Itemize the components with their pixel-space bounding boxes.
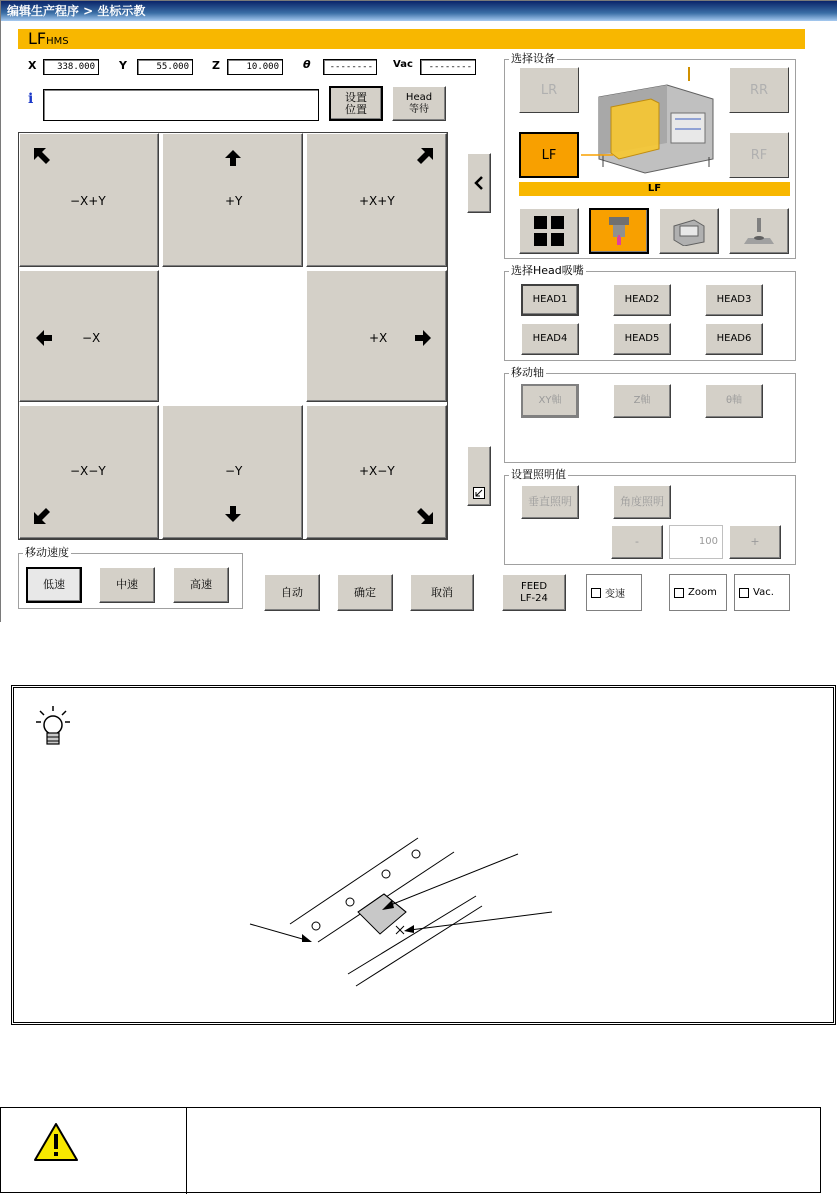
z-field[interactable]: 10.000 xyxy=(227,59,283,75)
jog-nw-button[interactable] xyxy=(19,133,159,267)
speed-high-button[interactable]: 高速 xyxy=(173,567,229,603)
jog-se-button[interactable] xyxy=(306,405,447,539)
selected-device-label: LF xyxy=(519,182,790,196)
arrow-right-icon xyxy=(415,330,431,346)
arrow-down-right-icon xyxy=(417,508,433,524)
jog-ne-button[interactable] xyxy=(306,133,447,267)
warning-icon xyxy=(33,1122,79,1162)
arrow-up-right-icon xyxy=(417,148,433,164)
machine-header-main: LF xyxy=(28,29,47,48)
head4-button[interactable]: HEAD4 xyxy=(521,323,579,355)
speed-group-title: 移动速度 xyxy=(25,546,69,559)
zoom-checkbox-box[interactable] xyxy=(674,588,684,598)
light-minus-button[interactable]: - xyxy=(611,525,663,559)
jog-w-label: −X xyxy=(82,331,101,345)
confirm-button[interactable]: 确定 xyxy=(337,574,393,611)
arrow-up-icon xyxy=(225,150,241,166)
jog-sw-label: −X−Y xyxy=(70,464,106,478)
collapse-panel-button[interactable] xyxy=(467,153,491,213)
jog-s-button[interactable] xyxy=(162,405,303,539)
set-position-line1: 设置 xyxy=(345,90,367,104)
board-diagram xyxy=(240,834,560,994)
light-vertical-button[interactable]: 垂直照明 xyxy=(521,485,579,519)
var-speed-label: 变速 xyxy=(605,589,625,600)
minimize-box-icon xyxy=(473,487,485,499)
jog-n-label: +Y xyxy=(225,194,243,208)
vac-field[interactable]: -------- xyxy=(420,59,476,75)
jog-e-button[interactable] xyxy=(306,270,447,402)
head-nozzle-icon xyxy=(603,215,635,247)
speed-low-button[interactable]: 低速 xyxy=(26,567,82,603)
axis-xy-button[interactable]: XY軸 xyxy=(521,384,579,418)
vac-checkbox[interactable] xyxy=(734,574,790,611)
machine-header-bar xyxy=(18,29,805,49)
lightbulb-icon xyxy=(36,706,70,748)
machine-image xyxy=(581,63,721,181)
device-rf-button[interactable]: RF xyxy=(729,132,789,178)
vac-checkbox-box[interactable] xyxy=(739,588,749,598)
feed-line2: LF-24 xyxy=(520,592,548,604)
window-title: 编辑生产程序 > 坐标示教 xyxy=(1,1,837,21)
zoom-label: Zoom xyxy=(688,587,717,598)
feed-line1: FEED xyxy=(520,580,548,592)
camera-stage-icon xyxy=(744,216,774,246)
cancel-button[interactable]: 取消 xyxy=(410,574,474,611)
y-field[interactable]: 55.000 xyxy=(137,59,193,75)
warning-box xyxy=(0,1107,821,1193)
arrow-down-left-icon xyxy=(34,508,50,524)
view-grid-button[interactable] xyxy=(519,208,579,254)
warning-divider xyxy=(186,1108,187,1194)
head-group-title: 选择Head吸嘴 xyxy=(511,264,584,277)
jog-se-label: +X−Y xyxy=(359,464,395,478)
view-head-button[interactable] xyxy=(589,208,649,254)
light-group-title: 设置照明值 xyxy=(511,468,566,481)
speed-mid-button[interactable]: 中速 xyxy=(99,567,155,603)
y-label: Y xyxy=(119,59,127,72)
info-icon: i xyxy=(28,91,34,107)
info-message-box xyxy=(43,89,319,121)
device-group-title: 选择设备 xyxy=(511,52,555,65)
light-plus-button[interactable]: + xyxy=(729,525,781,559)
axis-group-title: 移动轴 xyxy=(511,366,544,379)
view-camera-button[interactable] xyxy=(729,208,789,254)
chevron-left-icon xyxy=(474,176,484,190)
arrow-down-icon xyxy=(225,506,241,522)
set-position-line2: 位置 xyxy=(345,102,367,116)
jog-nw-label: −X+Y xyxy=(70,194,106,208)
view-feeder-button[interactable] xyxy=(659,208,719,254)
theta-field[interactable]: -------- xyxy=(323,59,377,75)
set-position-button[interactable] xyxy=(329,86,383,121)
head1-button[interactable]: HEAD1 xyxy=(521,284,579,316)
z-label: Z xyxy=(212,59,220,72)
axis-theta-button[interactable]: θ軸 xyxy=(705,384,763,418)
head3-button[interactable]: HEAD3 xyxy=(705,284,763,316)
head6-button[interactable]: HEAD6 xyxy=(705,323,763,355)
tip-frame xyxy=(11,685,836,1025)
vac-label: Vac xyxy=(393,59,413,70)
light-angle-button[interactable]: 角度照明 xyxy=(613,485,671,519)
arrow-up-left-icon xyxy=(34,148,50,164)
head-wait-line2: 等待 xyxy=(409,103,429,115)
grid-icon xyxy=(534,216,564,246)
minimize-view-button[interactable] xyxy=(467,446,491,506)
auto-button[interactable]: 自动 xyxy=(264,574,320,611)
head-wait-button[interactable] xyxy=(392,86,446,121)
var-speed-checkbox[interactable] xyxy=(586,574,642,611)
jog-sw-button[interactable] xyxy=(19,405,159,539)
jog-s-label: −Y xyxy=(225,464,243,478)
feeder-icon xyxy=(672,216,706,246)
jog-ne-label: +X+Y xyxy=(359,194,395,208)
head-wait-line1: Head xyxy=(405,91,433,103)
x-label: X xyxy=(28,59,37,72)
theta-label: θ xyxy=(303,58,311,71)
light-value-field[interactable]: 100 xyxy=(669,525,723,559)
arrow-left-icon xyxy=(36,330,52,346)
device-lf-button[interactable]: LF xyxy=(519,132,579,178)
zoom-checkbox[interactable] xyxy=(669,574,727,611)
head2-button[interactable]: HEAD2 xyxy=(613,284,671,316)
vac-check-label: Vac. xyxy=(753,587,774,598)
feed-button[interactable] xyxy=(502,574,566,611)
var-speed-checkbox-box[interactable] xyxy=(591,588,601,598)
x-field[interactable]: 338.000 xyxy=(43,59,99,75)
head5-button[interactable]: HEAD5 xyxy=(613,323,671,355)
jog-e-label: +X xyxy=(369,331,388,345)
machine-header-sub: HMS xyxy=(46,36,69,47)
jog-n-button[interactable] xyxy=(162,133,303,267)
device-lr-button[interactable]: LR xyxy=(519,67,579,113)
axis-z-button[interactable]: Z軸 xyxy=(613,384,671,418)
device-rr-button[interactable]: RR xyxy=(729,67,789,113)
jog-w-button[interactable] xyxy=(19,270,159,402)
